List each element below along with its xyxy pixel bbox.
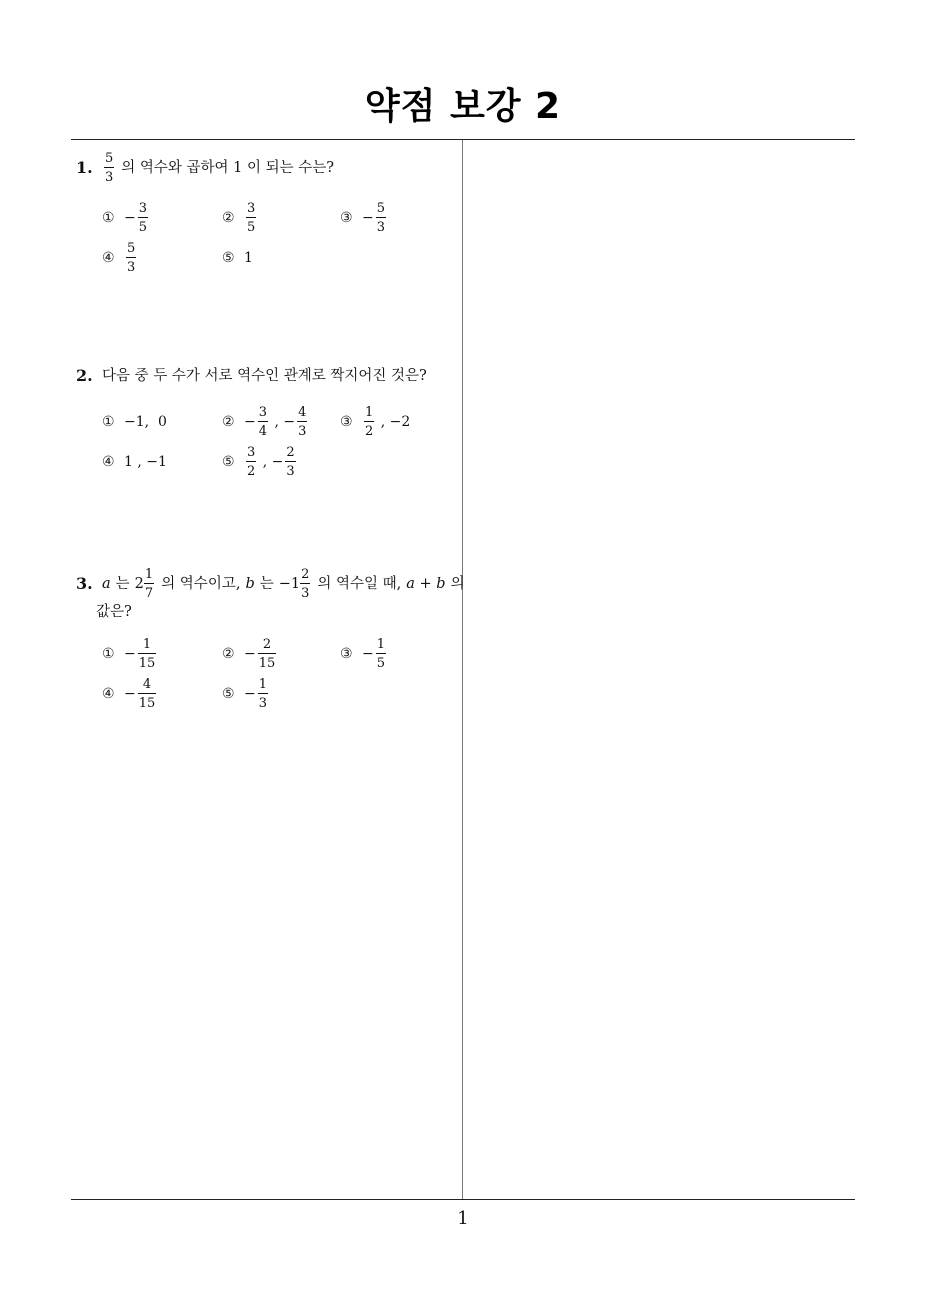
separator: ,: [258, 454, 272, 470]
fraction-numerator: 4: [142, 677, 152, 692]
fraction-numerator: 5: [105, 151, 114, 166]
choice-marker: ④: [102, 686, 115, 702]
question-stem: 다음 중 두 수가 서로 역수인 관계로 짝지어진 것은?: [102, 368, 427, 384]
choice-fraction: [138, 638, 157, 670]
mixed-number: [135, 568, 157, 600]
choice-fraction: [246, 202, 256, 234]
mixed-number: [279, 568, 313, 600]
fraction-denominator: 3: [285, 461, 295, 478]
choice-marker: ④: [102, 250, 115, 266]
question-2: [76, 364, 460, 486]
variable-a: a: [102, 576, 111, 592]
fraction-denominator: 5: [246, 217, 256, 234]
variable-b: b: [245, 576, 255, 592]
fraction-numerator: 2: [286, 445, 295, 460]
choice-1[interactable]: [102, 198, 150, 238]
fraction-numerator: 3: [138, 201, 148, 216]
minus-sign: −: [244, 646, 256, 662]
minus-sign: −: [124, 686, 136, 702]
choice-3[interactable]: [340, 198, 388, 238]
choice-marker: ⑤: [222, 454, 235, 470]
choice-value: , −2: [376, 414, 411, 430]
minus-sign: −: [362, 646, 374, 662]
stem-text: 의 역수이고,: [161, 576, 241, 592]
choice-fraction: [138, 202, 148, 234]
fraction-numerator: 1: [144, 567, 154, 582]
choice-value: 1 , −1: [124, 454, 167, 470]
fraction-denominator: 15: [138, 653, 157, 670]
separator: ,: [270, 414, 284, 430]
fraction-denominator: 3: [104, 167, 114, 184]
fraction-denominator: 5: [138, 217, 148, 234]
choice-2[interactable]: [222, 402, 309, 442]
choice-1[interactable]: [102, 634, 158, 674]
choice-marker: ⑤: [222, 250, 235, 266]
stem-fraction: [104, 152, 114, 184]
fraction-denominator: 3: [376, 217, 386, 234]
footer-rule: [71, 1199, 855, 1200]
question-number: 3.: [76, 574, 93, 593]
choice-marker: ②: [222, 210, 235, 226]
choice-2[interactable]: [222, 198, 258, 238]
choice-list: [76, 634, 460, 718]
fraction-denominator: 15: [138, 693, 157, 710]
fraction-numerator: 1: [365, 405, 374, 420]
choice-fraction: [376, 202, 386, 234]
choice-4[interactable]: [102, 238, 138, 278]
choice-marker: ②: [222, 414, 235, 430]
choice-5[interactable]: [222, 442, 298, 482]
choice-marker: ②: [222, 646, 235, 662]
choice-marker: ①: [102, 646, 115, 662]
choice-marker: ①: [102, 414, 115, 430]
question-stem: 의 역수와 곱하여 1 이 되는 수는?: [121, 160, 335, 176]
expression: a + b: [406, 576, 446, 592]
header-rule: [71, 139, 855, 140]
choice-4[interactable]: [102, 674, 158, 714]
fraction-denominator: 2: [246, 461, 256, 478]
question-stem: [76, 567, 465, 601]
choice-fraction: [258, 678, 268, 710]
minus-sign: −: [124, 210, 136, 226]
fraction-denominator: 3: [126, 257, 136, 274]
choice-value: −1, 0: [124, 414, 167, 430]
choice-marker: ①: [102, 210, 115, 226]
choice-marker: ③: [340, 210, 353, 226]
choice-3[interactable]: [340, 634, 388, 674]
choice-value: 1: [244, 250, 253, 266]
fraction-numerator: 1: [376, 637, 386, 652]
fraction-denominator: 2: [364, 421, 374, 438]
choice-marker: ④: [102, 454, 115, 470]
fraction-numerator: 1: [258, 677, 268, 692]
choice-fraction: [246, 446, 256, 478]
minus-sign: −: [124, 646, 136, 662]
stem-text: 는: [115, 576, 130, 592]
choice-2[interactable]: [222, 634, 278, 674]
stem-text: 의: [450, 576, 465, 592]
choice-marker: ③: [340, 646, 353, 662]
fraction-numerator: 2: [262, 637, 272, 652]
minus-sign: −: [283, 414, 296, 430]
choice-list: [76, 198, 460, 282]
mixed-whole: −1: [278, 576, 301, 592]
fraction-denominator: 3: [258, 693, 268, 710]
choice-4[interactable]: [102, 442, 167, 482]
question-1: [76, 152, 460, 282]
question-number: 1.: [76, 158, 93, 177]
choice-marker: ③: [340, 414, 353, 430]
choice-5[interactable]: [222, 238, 253, 278]
minus-sign: −: [244, 414, 256, 430]
stem-continuation: 값은?: [96, 604, 132, 620]
question-3: [76, 567, 465, 718]
fraction-denominator: 3: [297, 421, 307, 438]
mixed-whole: 2: [134, 576, 144, 592]
column-divider: [462, 140, 463, 1200]
fraction-denominator: 3: [300, 583, 310, 600]
fraction-numerator: 3: [247, 201, 256, 216]
minus-sign: −: [362, 210, 374, 226]
choice-5[interactable]: [222, 674, 270, 714]
choice-1[interactable]: [102, 402, 167, 442]
choice-fraction: [297, 406, 307, 438]
fraction-numerator: 5: [376, 201, 386, 216]
choice-list: [76, 402, 460, 486]
choice-fraction: [258, 638, 277, 670]
choice-fraction: [285, 446, 295, 478]
minus-sign: −: [244, 686, 256, 702]
minus-sign: −: [271, 454, 284, 470]
fraction-numerator: 3: [258, 405, 268, 420]
fraction-numerator: 1: [142, 637, 152, 652]
fraction-denominator: 4: [258, 421, 268, 438]
choice-fraction: [138, 678, 157, 710]
page-number: 1: [457, 1208, 469, 1229]
page-title: 약점 보강 2: [364, 86, 562, 127]
fraction-numerator: 4: [298, 405, 307, 420]
fraction-denominator: 7: [144, 583, 154, 600]
choice-fraction: [126, 242, 136, 274]
choice-fraction: [376, 638, 386, 670]
choice-marker: ⑤: [222, 686, 235, 702]
stem-text: 의 역수일 때,: [317, 576, 402, 592]
fraction-numerator: 5: [127, 241, 136, 256]
fraction-numerator: 3: [247, 445, 256, 460]
question-number: 2.: [76, 366, 93, 385]
choice-3[interactable]: [340, 402, 410, 442]
fraction-denominator: 5: [376, 653, 386, 670]
choice-fraction: [258, 406, 268, 438]
choice-fraction: [364, 406, 374, 438]
stem-text: 는: [259, 576, 274, 592]
fraction-denominator: 15: [258, 653, 277, 670]
fraction-numerator: 2: [301, 567, 310, 582]
